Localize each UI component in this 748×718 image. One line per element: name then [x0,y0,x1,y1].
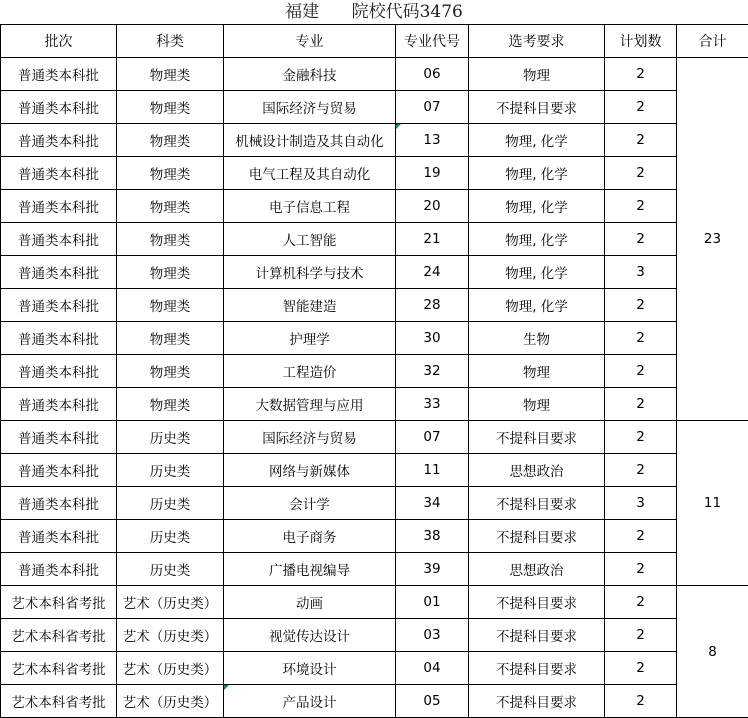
cell-comment-marker-icon [396,124,401,129]
major-cell: 机械设计制造及其自动化 [224,124,396,157]
table-row [1,322,748,355]
batch-cell: 普通类本科批 [1,388,117,421]
major-cell: 环境设计 [224,652,396,685]
batch-cell: 普通类本科批 [1,124,117,157]
subject-requirement-cell: 不提科目要求 [469,487,605,520]
header-major: 专业 [224,25,396,58]
major-code-cell: 13 [396,124,469,157]
subject-requirement-cell: 不提科目要求 [469,685,605,718]
subject-requirement-cell: 不提科目要求 [469,421,605,454]
table-row [1,91,748,124]
major-cell: 视觉传达设计 [224,619,396,652]
category-cell: 物理类 [117,91,224,124]
plan-count-cell: 2 [605,586,677,619]
major-code-cell: 01 [396,586,469,619]
plan-count-cell: 2 [605,58,677,91]
table-row [1,124,748,157]
table-row [1,190,748,223]
total-cell: 8 [677,586,748,718]
table-row [1,289,748,322]
total-cell: 23 [677,58,748,421]
category-cell: 物理类 [117,190,224,223]
major-cell: 护理学 [224,322,396,355]
plan-count-cell: 3 [605,256,677,289]
major-code-cell: 28 [396,289,469,322]
plan-count-cell: 2 [605,652,677,685]
major-cell: 电子信息工程 [224,190,396,223]
category-cell: 物理类 [117,388,224,421]
batch-cell: 普通类本科批 [1,454,117,487]
plan-count-cell: 3 [605,487,677,520]
major-cell: 产品设计 [224,685,396,718]
batch-cell: 普通类本科批 [1,223,117,256]
batch-cell: 普通类本科批 [1,289,117,322]
major-code-cell: 19 [396,157,469,190]
batch-cell: 艺术本科省考批 [1,586,117,619]
major-code-cell: 39 [396,553,469,586]
category-cell: 艺术（历史类） [117,685,224,718]
subject-requirement-cell: 思想政治 [469,553,605,586]
category-cell: 历史类 [117,421,224,454]
subject-requirement-cell: 物理, 化学 [469,256,605,289]
header-total: 合计 [677,25,748,58]
subject-requirement-cell: 物理 [469,355,605,388]
major-cell: 电气工程及其自动化 [224,157,396,190]
major-code-cell: 03 [396,619,469,652]
subject-requirement-cell: 生物 [469,322,605,355]
major-cell: 人工智能 [224,223,396,256]
plan-count-cell: 2 [605,355,677,388]
batch-cell: 普通类本科批 [1,190,117,223]
major-cell: 智能建造 [224,289,396,322]
batch-cell: 普通类本科批 [1,520,117,553]
major-cell: 工程造价 [224,355,396,388]
category-cell: 物理类 [117,124,224,157]
table-row [1,619,748,652]
header-major-code: 专业代号 [396,25,469,58]
category-cell: 艺术（历史类） [117,586,224,619]
major-code-cell: 24 [396,256,469,289]
major-cell: 大数据管理与应用 [224,388,396,421]
major-cell: 国际经济与贸易 [224,421,396,454]
subject-requirement-cell: 物理, 化学 [469,190,605,223]
category-cell: 历史类 [117,553,224,586]
major-cell: 计算机科学与技术 [224,256,396,289]
subject-requirement-cell: 不提科目要求 [469,619,605,652]
category-cell: 历史类 [117,454,224,487]
major-code-cell: 33 [396,388,469,421]
category-cell: 物理类 [117,322,224,355]
table-row [1,685,748,718]
enrollment-plan-table [0,24,748,718]
batch-cell: 普通类本科批 [1,421,117,454]
major-code-cell: 07 [396,421,469,454]
subject-requirement-cell: 不提科目要求 [469,652,605,685]
table-row [1,586,748,619]
batch-cell: 普通类本科批 [1,322,117,355]
major-code-cell: 06 [396,58,469,91]
plan-count-cell: 2 [605,454,677,487]
header-category: 科类 [117,25,224,58]
major-cell: 会计学 [224,487,396,520]
category-cell: 物理类 [117,289,224,322]
plan-count-cell: 2 [605,520,677,553]
plan-count-cell: 2 [605,421,677,454]
major-code-cell: 38 [396,520,469,553]
table-row [1,553,748,586]
major-code-cell: 11 [396,454,469,487]
major-code-cell: 32 [396,355,469,388]
category-cell: 物理类 [117,355,224,388]
category-cell: 物理类 [117,223,224,256]
plan-count-cell: 2 [605,124,677,157]
batch-cell: 普通类本科批 [1,487,117,520]
subject-requirement-cell: 不提科目要求 [469,520,605,553]
batch-cell: 艺术本科省考批 [1,652,117,685]
table-row [1,421,748,454]
subject-requirement-cell: 思想政治 [469,454,605,487]
batch-cell: 普通类本科批 [1,355,117,388]
table-row [1,388,748,421]
subject-requirement-cell: 物理, 化学 [469,223,605,256]
subject-requirement-cell: 不提科目要求 [469,586,605,619]
category-cell: 物理类 [117,157,224,190]
category-cell: 艺术（历史类） [117,619,224,652]
major-code-cell: 21 [396,223,469,256]
major-code-cell: 20 [396,190,469,223]
category-cell: 历史类 [117,487,224,520]
major-code-cell: 05 [396,685,469,718]
major-cell: 网络与新媒体 [224,454,396,487]
header-batch: 批次 [1,25,117,58]
header-row [1,25,748,58]
page-title: 福建 院校代码3476 [285,2,463,22]
table-row [1,256,748,289]
category-cell: 物理类 [117,58,224,91]
major-cell: 国际经济与贸易 [224,91,396,124]
plan-count-cell: 2 [605,289,677,322]
plan-count-cell: 2 [605,223,677,256]
batch-cell: 普通类本科批 [1,157,117,190]
plan-count-cell: 2 [605,388,677,421]
table-row [1,520,748,553]
batch-cell: 艺术本科省考批 [1,619,117,652]
category-cell: 艺术（历史类） [117,652,224,685]
table-row [1,355,748,388]
subject-requirement-cell: 物理, 化学 [469,289,605,322]
category-cell: 历史类 [117,520,224,553]
table-row [1,157,748,190]
table-row [1,223,748,256]
header-plan-count: 计划数 [605,25,677,58]
subject-requirement-cell: 不提科目要求 [469,91,605,124]
major-cell: 广播电视编导 [224,553,396,586]
plan-count-cell: 2 [605,157,677,190]
plan-count-cell: 2 [605,619,677,652]
subject-requirement-cell: 物理 [469,388,605,421]
table-row [1,454,748,487]
major-code-cell: 07 [396,91,469,124]
table-row [1,652,748,685]
major-cell: 金融科技 [224,58,396,91]
plan-count-cell: 2 [605,322,677,355]
header-subject-requirement: 选考要求 [469,25,605,58]
table-row [1,58,748,91]
subject-requirement-cell: 物理, 化学 [469,124,605,157]
major-cell: 动画 [224,586,396,619]
batch-cell: 普通类本科批 [1,256,117,289]
table-row [1,487,748,520]
major-code-cell: 04 [396,652,469,685]
major-code-cell: 30 [396,322,469,355]
major-cell: 电子商务 [224,520,396,553]
batch-cell: 艺术本科省考批 [1,685,117,718]
plan-count-cell: 2 [605,190,677,223]
cell-comment-marker-icon [224,685,229,690]
category-cell: 物理类 [117,256,224,289]
subject-requirement-cell: 物理 [469,58,605,91]
subject-requirement-cell: 物理, 化学 [469,157,605,190]
total-cell: 11 [677,421,748,586]
batch-cell: 普通类本科批 [1,91,117,124]
plan-count-cell: 2 [605,685,677,718]
batch-cell: 普通类本科批 [1,553,117,586]
batch-cell: 普通类本科批 [1,58,117,91]
plan-count-cell: 2 [605,553,677,586]
plan-count-cell: 2 [605,91,677,124]
major-code-cell: 34 [396,487,469,520]
